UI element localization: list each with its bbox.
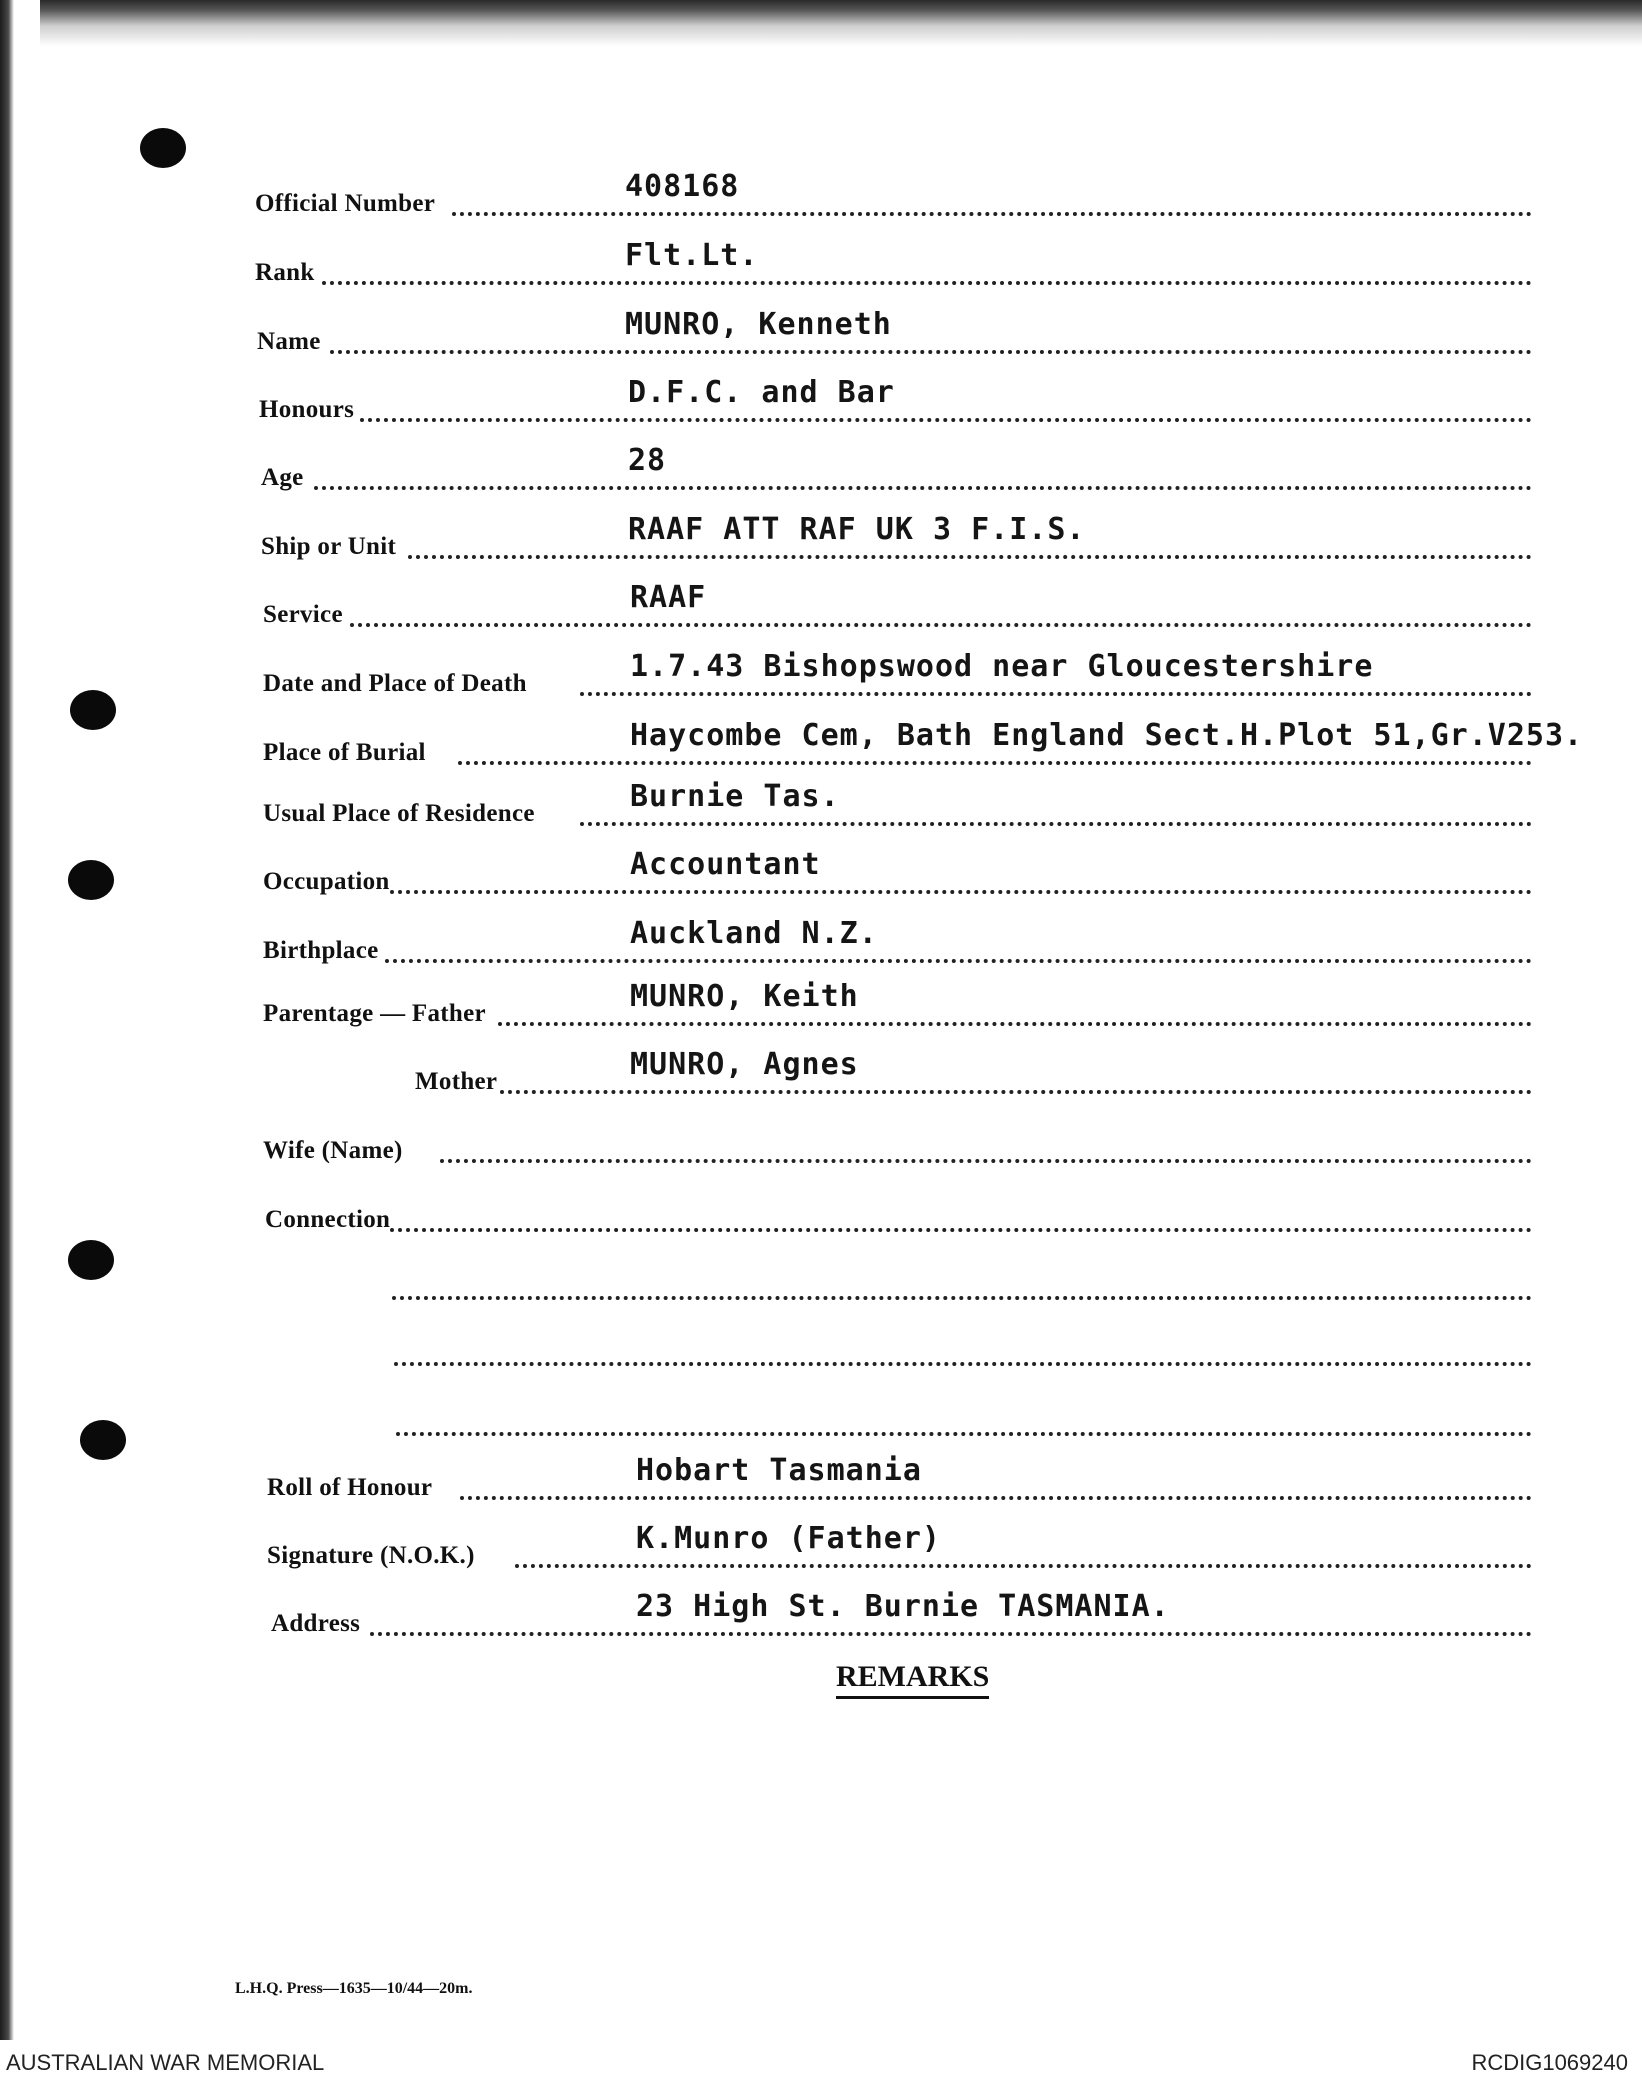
dotted-line	[500, 1090, 1532, 1094]
field-label: Ship or Unit	[261, 533, 397, 560]
dotted-line	[370, 1632, 1532, 1636]
field-service	[0, 567, 1642, 637]
dotted-line	[322, 281, 1532, 285]
field-value: K.Munro (Father)	[636, 1521, 941, 1556]
field-label: Roll of Honour	[267, 1474, 433, 1501]
footer-record-id: RCDIG1069240	[1471, 2050, 1628, 2075]
field-honours	[0, 362, 1642, 432]
dotted-line	[330, 350, 1532, 354]
field-label: Usual Place of Residence	[263, 800, 535, 827]
field-label: Parentage — Father	[263, 1000, 486, 1027]
dotted-line	[580, 822, 1532, 826]
dotted-line	[515, 1564, 1532, 1568]
field-address	[0, 1576, 1642, 1646]
field-roll-of-honour	[0, 1440, 1642, 1510]
field-occupation	[0, 834, 1642, 904]
field-rank	[0, 225, 1642, 295]
field-signature	[0, 1508, 1642, 1578]
scan-top-edge	[40, 0, 1642, 46]
field-wife	[0, 1103, 1642, 1173]
field-ship-or-unit	[0, 499, 1642, 569]
field-value: 1.7.43 Bishopswood near Gloucestershire	[630, 649, 1374, 684]
field-value: MUNRO, Agnes	[630, 1047, 859, 1082]
field-date-place-of-death	[0, 636, 1642, 706]
field-label: Occupation	[263, 868, 390, 895]
dotted-line	[350, 623, 1532, 627]
field-father	[0, 966, 1642, 1036]
dotted-line	[314, 486, 1532, 490]
dotted-line	[440, 1159, 1532, 1163]
field-birthplace	[0, 903, 1642, 973]
field-value: Burnie Tas.	[630, 779, 840, 814]
field-value: Hobart Tasmania	[636, 1453, 922, 1488]
field-value: RAAF	[630, 580, 707, 615]
dotted-line	[452, 212, 1532, 216]
dotted-line	[385, 959, 1532, 963]
field-label: Date and Place of Death	[263, 670, 527, 697]
dotted-line	[458, 761, 1532, 765]
field-connection	[0, 1172, 1642, 1242]
field-label: Signature (N.O.K.)	[267, 1542, 475, 1569]
field-value: Accountant	[630, 847, 821, 882]
dotted-line	[390, 890, 1532, 894]
field-label: Official Number	[255, 190, 436, 217]
field-value: Flt.Lt.	[625, 238, 759, 273]
field-age	[0, 430, 1642, 500]
field-label: Name	[257, 328, 321, 355]
field-label: Address	[271, 1610, 361, 1637]
dotted-line	[392, 1296, 1532, 1300]
field-place-of-burial	[0, 705, 1642, 775]
field-label: Connection	[265, 1206, 391, 1233]
dotted-line	[460, 1496, 1532, 1500]
field-value: 408168	[625, 169, 740, 204]
field-label: Service	[263, 601, 343, 628]
field-value: Haycombe Cem, Bath England Sect.H.Plot 51,Gr.V253.	[630, 718, 1584, 753]
connection-line-3	[0, 1306, 1642, 1376]
field-mother	[0, 1034, 1642, 1104]
field-value: Auckland N.Z.	[630, 916, 878, 951]
dotted-line	[394, 1362, 1532, 1366]
field-label: Place of Burial	[263, 739, 426, 766]
field-official-number	[0, 156, 1642, 226]
dotted-line	[360, 418, 1532, 422]
remarks-heading: REMARKS	[836, 1660, 989, 1699]
dotted-line	[408, 555, 1532, 559]
field-label: Birthplace	[263, 937, 379, 964]
field-label: Honours	[259, 396, 355, 423]
connection-line-2	[0, 1240, 1642, 1310]
field-value: 23 High St. Burnie TASMANIA.	[636, 1589, 1170, 1624]
footer-institution: AUSTRALIAN WAR MEMORIAL	[6, 2050, 325, 2075]
field-value: MUNRO, Keith	[630, 979, 859, 1014]
dotted-line	[390, 1228, 1532, 1232]
field-value: 28	[628, 443, 667, 478]
field-value: RAAF ATT RAF UK 3 F.I.S.	[628, 512, 1086, 547]
field-label: Age	[261, 464, 304, 491]
connection-line-4	[0, 1376, 1642, 1446]
field-usual-residence	[0, 766, 1642, 836]
press-mark: L.H.Q. Press—1635—10/44—20m.	[235, 1980, 473, 1997]
dotted-line	[498, 1022, 1532, 1026]
field-name	[0, 294, 1642, 364]
dotted-line	[580, 692, 1532, 696]
dotted-line	[396, 1432, 1532, 1436]
field-label: Rank	[255, 259, 315, 286]
field-label: Mother	[415, 1068, 498, 1095]
field-label: Wife (Name)	[263, 1137, 403, 1164]
field-value: D.F.C. and Bar	[628, 375, 895, 410]
field-value: MUNRO, Kenneth	[625, 307, 892, 342]
